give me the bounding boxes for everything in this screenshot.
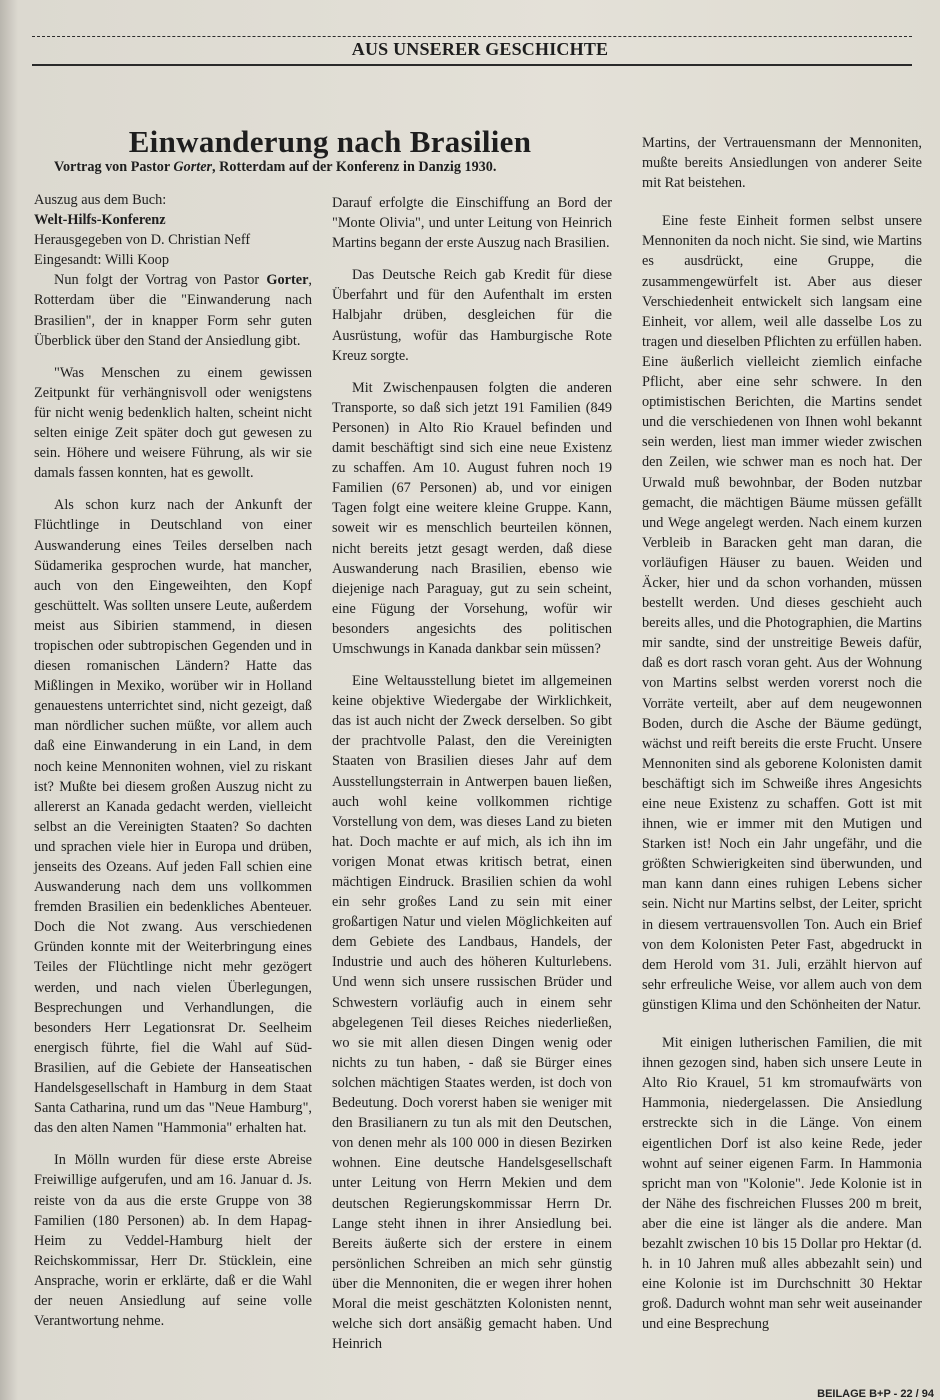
intro-paragraph: Nun folgt der Vortrag von Pastor Gorter, Rotterdam über die "Einwanderung nach Brasilien", der in knapper Form sehr guten Überblick über den Stand der Ansiedlung gibt. (34, 272, 312, 349)
paragraph: Das Deutsche Reich gab Kredit für diese Überfahrt und für den Aufenthalt im ersten Halbjahr drüben, desgleichen für die Ausrüstung, wofür das Hamburgische Rote Kreuz sorgte. (332, 267, 612, 364)
subtitle-part-1: Vortrag von Pastor (54, 159, 174, 175)
section-header: AUS UNSERER GESCHICHTE (351, 39, 609, 59)
paragraph: "Was Menschen zu einem gewissen Zeitpunkt für verhängnisvoll oder wenigstens für nicht wenig bedenklich halten, scheint nicht selten einige Zeit später doch gut gewesen zu sein. Höhere und weisere Führung, als wir sie damals fassen konnten, hat es gewollt. (34, 364, 312, 482)
header-rule (32, 64, 912, 66)
paragraph: Eine feste Einheit formen selbst unsere Mennoniten da noch nicht. Sie sind, wie Martins es ausdrückt, eine Gruppe, die zusammengewürfelt ist. Aber aus dieser Verschiedenheit entwickelt sich langsam eine Einheit, vor allem, weil alle dasselbe Los zu tragen und dieselben Pflichten zu erfüllen haben. Eine äußerlich vielleicht ziemlich einfache Pflicht, aber eine sehr schwere. In den optimistischen Berichten, die Martins sendet und die verschiedenen von Ihnen wohl bekannt sein werden, liest man immer wieder zwischen den Zeilen, wie schwer man es noch hat. Der Urwald muß bewohnbar, der Boden nutzbar gemacht, die mächtigen Bäume müssen gefällt und Wege angelegt werden. Nach einem kurzen Verbleib in Baracken geht man daran, die vorläufigen Häuser zu bauen. Weiden und Äcker, hier und da schon vorhanden, müssen bestellt werden. Und dieses geschieht auch bereits alles, und die Photographien, die Martins mir sandte, sind der unstreitige Beweis dafür, daß es dort rasch voran geht. Aus der Wohnung von Martins selbst werden vorerst noch die Vorräte verteilt, aber auf dem neugewonnen Boden, durch die Asche der Bäume gedüngt, wächst und reift bereits die erste Frucht. Unsere Mennoniten sind als geborene Kolonisten damit beschäftigt sich im Schweiße ihres Angesichts eine neue Existenz zu schaffen. Gott ist mit ihnen, wie er immer mit den Mutigen und Starken ist! Noch ein Jahr ungefähr, und die größten Schwierigkeiten sind überwunden, und man kann dann eines ruhigen Lebens sicher sein. Nicht nur Martins selbst, der Leiter, spricht in diesem vertrauensvollen Ton. Auch ein Brief von dem Kolonisten Peter Fast, abgedruckt in dem Herold vom 31. Juli, erzählt hiervon auf sehr erfreuliche Weise, vor allem auch von dem günstigen Klima und den Schönheiten der Natur. (642, 213, 922, 1013)
page-footer: BEILAGE B+P - 22 / 94 (817, 1388, 934, 1400)
source-submitter: Eingesandt: Willi Koop (34, 252, 169, 269)
paragraph: Mit einigen lutherischen Familien, die mit ihnen gezogen sind, haben sich unsere Leute in Alto Rio Krauel, 51 km stromaufwärts von Hammonia, niedergelassen. Die Ansiedlung erstreckte sich in die Länge. Von einem eigentlichen Dorf ist also keine Rede, jeder wohnt auf seiner eigenen Farm. In Hammonia spricht man von "Kolonie". Jede Kolonie ist in der Nähe des fischreichen Flusses 200 m breit, aber die eine ist länger als die andere. Man bezahlt zwischen 10 bis 15 Dollar pro Hektar (d. h. in 10 Jahren muß alles abbezahlt sein) und eine Kolonie ist im Durchschnitt 30 Hektar groß. Dadurch wohnt man sehr weit auseinander und eine Besprechung (642, 1035, 922, 1333)
paragraph: Mit Zwischenpausen folgten die anderen Transporte, so daß sich jetzt 191 Familien (849 Personen) in Alto Rio Krauel befinden und damit beschäftigt sind sich eine neue Existenz zu schaffen. Am 10. August fuhren noch 19 Familien (67 Personen) ab, und vor einigen Tagen folgt eine weitere kleine Gruppe. Kann, soweit wir es menschlich beurteilen können, nicht bereits jetzt gesagt werden, daß diese Auswanderung nach Brasilien, ebenso wie diejenige nach Paraguay, gut zu sein scheint, eine Fügung der Vorsehung, wofür wir besonders angesichts des politischen Umschwungs in Kanada dankbar sein müssen? (332, 379, 612, 657)
text-column-2 (332, 193, 612, 1354)
article-subtitle (54, 158, 614, 176)
text-column-3 (642, 133, 922, 1334)
source-line: Auszug aus dem Buch: (34, 192, 167, 208)
paragraph: Darauf erfolgte die Einschiffung an Bord der "Monte Olivia", und unter Leitung von Heinrich Martins begann der erste Auszug nach Brasilien. (332, 195, 612, 252)
subtitle-author: Gorter (173, 159, 213, 175)
paragraph: In Mölln wurden für diese erste Abreise Freiwillige aufgerufen, und am 16. Januar d. Js. reiste von da aus die erste Gruppe von 38 Familien (180 Personen) ab. In dem Hapag-Heim zu Veddel-Hamburg hielt der Reichskommissar, Herr Dr. Stücklein, eine Ansprache, worin er erklärte, daß er die Wahl der neuen Ansiedlung auf seine volle Verantwortung nehme. (34, 1152, 312, 1330)
paragraph: Eine Weltausstellung bietet im allgemeinen keine objektive Wiedergabe der Wirklichkeit, das ist auch nicht der Zweck derselben. So gibt der prachtvolle Palast, den die Vereinigten Staaten von Brasilien dieses Jahr auf dem Ausstellungsterrain in Antwerpen bauen ließen, auch wohl keine vollkommen richtige Vorstellung von dem, was dieses Land zu bieten hat. Doch machte er auf mich, als ich ihn im vorigen Monat etwas kritisch betrat, einen mächtigen Eindruck. Brasilien schien da wohl ein sehr großes Land zu sein mit einer großartigen Natur und vielen Möglichkeiten auf dem Gebiete des Landbaus, Handels, der Industrie und auch des höheren Kulturlebens. Und wenn sich unsere russischen Brüder und Schwestern vorläufig auch in einem sehr abgelegenen Teil dieses Reiches niederließen, wo sie mit allen diesen Dingen wenig oder nichts zu tun haben, - daß sie Bürger eines solchen mächtigen Staates werden, ist doch von Bedeutung. Doch vorerst haben sie weniger mit den Brasilianern zu tun als mit den Deutschen, von denen mehr als 100 000 in diesen Bezirken wohnen. Eine deutsche Handelsgesellschaft unter Leitung von Herrn Mekien und dem deutschen Regierungskommissar Herrn Dr. Lange steht ihnen in ihrer Ansiedlung bei. Bereits äußerte sich der erstere in einem persönlichen Schreiben an mich sehr günstig über die Mennoniten, die er wegen ihrer hohen Moral die meist geschätzten Kolonisten nennt, welche sich dort ansäßig gemacht haben. Und Heinrich (332, 673, 612, 1353)
paragraph: Als schon kurz nach der Ankunft der Flüchtlinge in Deutschland von einer Auswanderung eines Teiles derselben nach Südamerika gesprochen wurde, hat mancher, auch von den Eingeweihten, den Kopf geschüttelt. Was sollten unsere Leute, außerdem meist aus Sibirien stammend, in diesen tropischen oder subtropischen Gegenden und in diesen romanischen Ländern? Hatte das Mißlingen in Mexiko, worüber wir in Holland genauestens unterrichtet sind, nicht gezeigt, daß man nördlicher suchen müßte, vor allem auch daß eine Einwanderung in ein Land, in dem noch keine Mennoniten wohnen, viel zu riskant ist? Mußte bei diesem großen Auszug nicht zu allererst an Kanada gedacht werden, vielleicht selbst an die Vereinigten Staaten? So dachten und sprachen viele hier in Europa und drüben, jenseits des Ozeans. Auf jeden Fall schien eine Auswanderung nach dem uns vollkommen fremden Brasilien ein bedenkliches Abenteuer. Doch die Not zwang. Aus verschiedenen Gründen konnte mit der Weiterbringung eines Teiles der Flüchtlinge nicht mehr gezögert werden, und nach vielen Überlegungen, Besprechungen und Verhandlungen, die besonders Herr Legationsrat Dr. Seelheim energisch führte, fiel die Wahl auf Süd-Brasilien, auf die Gebiete der Hanseatischen Handelsgesellschaft in Hamburg in dem Staat Santa Catharina, rund um das "Neue Hamburg", das den alten Namen "Hammonia" erhalten hat. (34, 497, 312, 1137)
text-column-1 (34, 190, 312, 1331)
top-dashed-rule (32, 36, 912, 37)
source-book-title: Welt-Hilfs-Konferenz (34, 212, 166, 229)
subtitle-part-2: , Rotterdam auf der Konferenz in Danzig 1930. (212, 159, 497, 175)
paragraph: Martins, der Vertrauensmann der Mennoniten, mußte bereits Ansiedlungen von anderer Seite mit Rat beistehen. (642, 135, 922, 192)
article-title: Einwanderung nach Brasilien (128, 124, 532, 159)
source-editor: Herausgegeben von D. Christian Neff (34, 232, 251, 249)
